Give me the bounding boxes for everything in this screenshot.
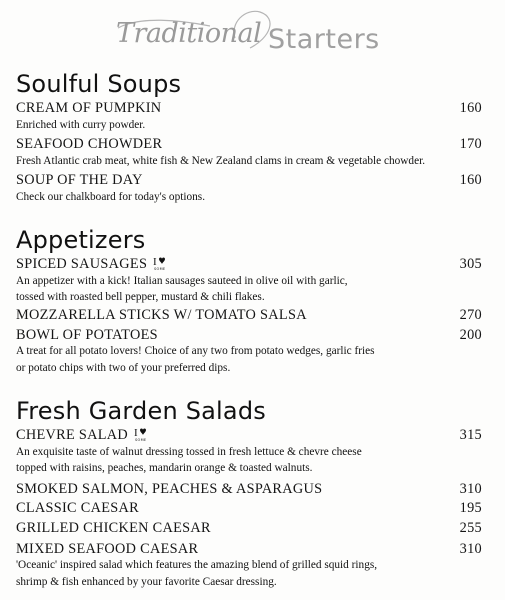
menu-item (16, 306, 482, 324)
item-price: 305 (459, 256, 482, 272)
item-name (16, 426, 146, 444)
item-name: BOWL OF POTATOES (16, 327, 158, 343)
item-name (16, 255, 165, 273)
section-title-soups: Soulful Soups (16, 70, 182, 98)
section-title-appetizers: Appetizers (16, 226, 146, 254)
item-price: 160 (459, 172, 482, 188)
item-description: Check our chalkboard for today's options. (16, 191, 206, 203)
menu-item (16, 171, 482, 189)
item-description: A treat for all potato lovers! Choice of any two from potato wedges, garlic fries (16, 345, 375, 357)
item-name: MOZZARELLA STICKS W/ TOMATO SALSA (16, 307, 307, 323)
item-description: An appetizer with a kick! Italian sausages sauteed in olive oil with garlic, (16, 275, 348, 287)
menu-item (16, 519, 482, 537)
menu-item (16, 99, 482, 117)
item-description: topped with raisins, peaches, mandarin orange & toasted walnuts. (16, 462, 313, 474)
menu-item (16, 499, 482, 517)
item-price: 255 (459, 520, 482, 536)
menu-item (16, 255, 482, 273)
item-description: or potato chips with two of your preferred dips. (16, 362, 231, 374)
item-name: SEAFOOD CHOWDER (16, 136, 163, 152)
item-description: Fresh Atlantic crab meat, white fish & New Zealand clams in cream & vegetable chowder. (16, 155, 426, 167)
svg-text:I: I (133, 427, 138, 439)
item-price: 310 (459, 481, 482, 497)
item-name: MIXED SEAFOOD CAESAR (16, 541, 199, 557)
i-love-some-icon (153, 255, 165, 269)
i-love-some-icon (134, 426, 146, 440)
page-title: Starters (268, 24, 380, 55)
menu-item (16, 426, 482, 444)
item-price: 200 (459, 327, 482, 343)
item-description: Enriched with curry powder. (16, 119, 146, 131)
item-name: GRILLED CHICKEN CAESAR (16, 520, 211, 536)
menu-header (0, 8, 505, 68)
header-script-word: Traditional (116, 18, 262, 49)
menu-item (16, 480, 482, 498)
item-price: 270 (459, 307, 482, 323)
item-price: 315 (459, 427, 482, 443)
item-name: SMOKED SALMON, PEACHES & ASPARAGUS (16, 481, 323, 497)
item-name: SOUP OF THE DAY (16, 172, 143, 188)
item-name: CLASSIC CAESAR (16, 500, 139, 516)
item-name-text: SPICED SAUSAGES (16, 256, 148, 272)
item-description: tossed with roasted bell pepper, mustard & chili flakes. (16, 291, 265, 303)
item-price: 195 (459, 500, 482, 516)
item-name: CREAM OF PUMPKIN (16, 100, 162, 116)
item-description: shrimp & fish enhanced by your favorite Caesar dressing. (16, 576, 277, 588)
svg-text:SOME: SOME (154, 267, 166, 271)
item-price: 160 (459, 100, 482, 116)
section-title-salads: Fresh Garden Salads (16, 397, 266, 425)
svg-text:SOME: SOME (134, 438, 147, 442)
menu-item (16, 135, 482, 153)
item-price: 310 (459, 541, 482, 557)
item-description: 'Oceanic' inspired salad which features the amazing blend of grilled squid rings, (16, 559, 378, 571)
svg-text:I: I (153, 256, 158, 268)
item-name-text: CHEVRE SALAD (16, 427, 129, 443)
item-description: An exquisite taste of walnut dressing tossed in fresh lettuce & chevre cheese (16, 446, 362, 458)
item-price: 170 (459, 136, 482, 152)
